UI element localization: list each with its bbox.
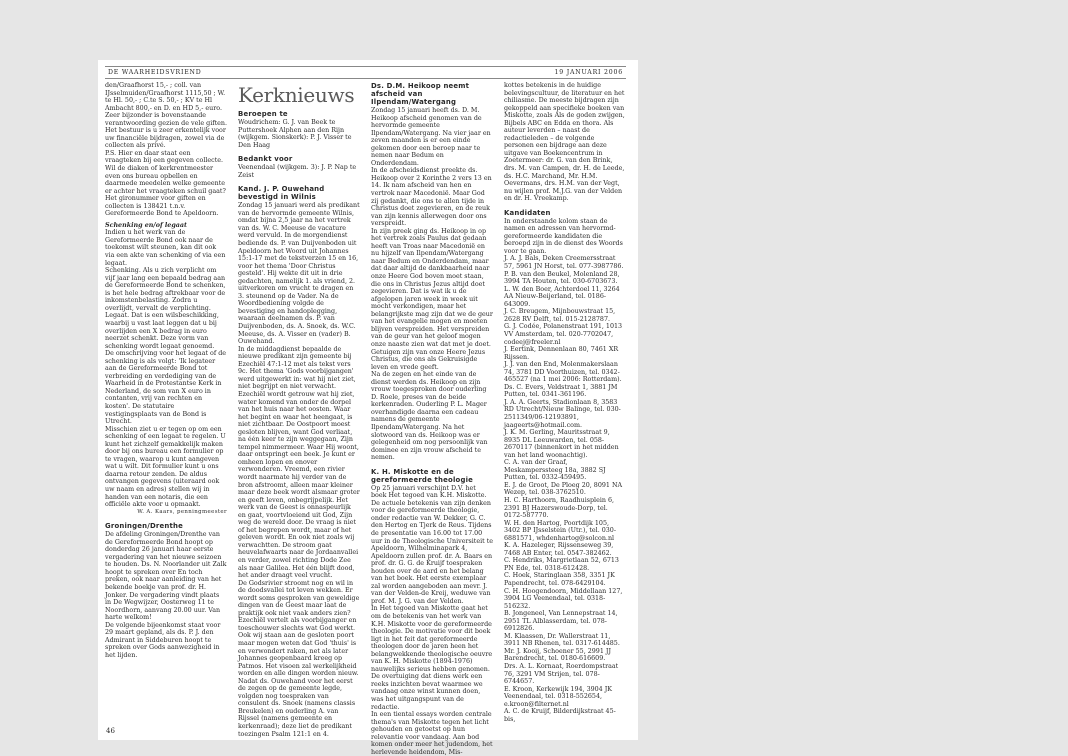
list-item: H. C. Harthoorn, Raadhuisplein 6, 2391 BJ Hazerswoude-Dorp, tel. 0172-587770. [504,496,615,520]
subheading-legaat: Schenking en/of legaat [105,221,187,229]
list-item: C. A. van der Graaf, Meskamperssteeg 18a, 3882 SJ Putten, tel. 0332-459495. [504,459,606,482]
list-item: J. K. M. Gerling, Mauritsstraat 9, 8935 DL Leeuwarden, tel. 058-2670117 (binnenkort in het midden van het land woonachtig). [504,429,619,459]
list-item: E. J. de Groot, De Ploeg 20, 8091 NA Wezep, tel. 038-3762510. [504,481,623,497]
heading-heikoop: Ds. D.M. Heikoop neemt afscheid van Ilpendam/Watergang [371,82,470,106]
running-header [105,66,626,79]
magazine-page [98,60,638,756]
page-number: 46 [106,727,115,735]
paragraph: In de afscheidsdienst preekte ds. Heikoop over 2 Korinthe 2 vers 13 en 14. Ik nam afscheid van hen en vertrok naar Macedonië. Maar God zij gedankt, die ons te allen tijde in Christus doet zegevieren, en de reuk van zijn kennis allerwegen door ons verspreidt. [371,167,492,228]
paragraph: P.S. Hier en daar staat een vraagteken bij een gegeven collecte. Wil de diaken of kerkrentmeester even ons bureau opbellen en daarmede meedelen welke gemeente er achter het vraagteken schuil gaat? [105,149,226,195]
paragraph: De afdeling Groningen/Drenthe van de Gereformeerde Bond hoopt op donderdag 26 januari haar eerste vergadering van het nieuwe seizoen te houden. Ds. N. Noorlander uit Zalk hoopt te spreken over En toch preken, ook naar aanleiding van het bekende boekje van prof. dr. H. Jonker. De vergadering vindt plaats in De Wegwijzer, Oosterweg 11 te Noordhorn, aanvang 20.00 uur. Van harte welkom! [105,531,227,622]
list-item: J. A. J. Bals, Deken Creemersstraat 57, 5961 JN Horst, tel. 077-3987786. [504,255,624,271]
paragraph: Op 25 januari verschijnt D.V. het boek Het tegoed van K.H. Miskotte. De actuele betekenis van zijn denken voor de gereformeerde theologie, onder redactie van W. Dekker, G. C. den Hertog en Tjerk de Reus. Tijdens de presentatie van 16.00 tot 17.00 uur in de Theologische Universiteit te Apeldoorn, Wilhelminapark 4, Apeldoorn zullen prof. dr. A. Baars en prof. dr. G. G. de Kruijf toespraken houden over de aard en het belang van het boek. Het eerste exemplaar zal worden aangeboden aan mevr. J. van der Velden-de Kreij, weduwe van prof. M. J. G. van der Velden. [371,484,493,605]
paragraph: De volgende bijeenkomst staat voor 29 maart gepland, als ds. P. J. den Admirant in Siddeburen hoopt te spreken over Gods aanwezigheid in het lijden. [105,621,221,659]
paragraph: den/Graafhorst 15,- ; coll. van IJsselmuiden/Graafhorst 1115,50 ; W. te Hl. 50,- ; C.te S. 50,- ; KV te Hl Ambacht 800,- en D. en HD 5,- euro. [105,82,226,112]
publication-name: DE WAARHEIDSVRIEND [108,69,202,76]
list-item: Drs. A. L. Kornaat, Roerdompstraat 76, 3291 VM Strijen, tel. 078-6744657. [504,663,619,686]
list-item: P. B. van den Beukel, Molenland 28, 3994 TA Houten, tel. 030-6703673. [504,270,620,286]
list-item: E. Kroon, Kerkewijk 194, 3904 JK Veenendaal, tel. 0318-552654, e.kroon@filternet.nl [504,685,613,708]
paragraph: In zijn preek ging ds. Heikoop in op het vertrek zoals Paulus dat gedaan heeft van Troas naar Macedonië en nu hijzelf van Ilpendam/Watergang naar Bedum en Onderdendam, maar dat daar altijd de dankbaarheid naar onze Heere God boven moet staan, die ons in Christus Jezus altijd doet zegevieren. Dat is wat ik u de afgelopen jaren week in week uit mocht verkondigen, maar het belangrijkste mag zijn dat we de geur van het evangelie mogen en moeten blijven verspreiden. Het verspreiden van de geur van het geloof mogen onze naaste zien wat dat met je doet. Getuigen zijn van onze Heere Jezus Christus, die ons als Gekruisigde leven en vrede geeft. [371,227,493,371]
paragraph: kottes betekenis in de huidige belevingscultuur, de literatuur en het chiliasme. De meeste bijdragen zijn gekoppeld aan specifieke boeken van Miskotte, zoals Als de goden zwijgen, Bijbels ABC en Edda en thora. Als auteur leverden – naast de redactieleden – de volgende personen een bijdrage aan deze uitgave van Boekencentrum in Zoetermeer: dr. G. van den Brink, drs. M. van Campen, dr. H. de Leede, ds. H.C. Marchand, Mr. H.M. Oevermans, drs. H.M. van der Vegt, nu wijlen prof. M.J.G. van der Velden en dr. H. Vreekamp. [504,82,625,203]
list-item: Ds. C. Evers, Veldstraat 1, 3881 JM Putten, tel. 0341-361196. [504,383,618,399]
list-item: J. J. van den End, Molenmakerslaan 74, 3781 DD Voorthuizen, tel. 0342-465527 (na 1 mei 2006: Rotterdam). [504,361,622,384]
heading-beroepen: Beroepen te [238,110,288,118]
paragraph: Veenendaal (wijkgem. 3): J. P. Nap te Zeist [238,164,357,179]
section-title-kerknieuws: Kerknieuws [238,83,355,107]
list-item: J. Eertink, Dennenlaan 80, 7461 XR Rijssen. [504,346,619,361]
heading-ouwehand: Kand. J. P. Ouwehand bevestigd in Wilnis [238,185,325,202]
paragraph: Legaat. Dat is een wilsbeschikking, waarbij u vast laat leggen dat u bij overlijden een X bedrag in euro neerzet schenkt. Deze vorm van schenking wordt legaat genoemd. [105,312,219,350]
paragraph: Indien u het werk van de Gereformeerde Bond ook naar de toekomst wilt steunen, kan dit ook via een akte van schenking of via een legaat. [105,229,226,267]
paragraph: Misschien ziet u er tegen op om een schenking of een legaat te regelen. U kunt het zichzelf gemakkelijk maken door bij ons bureau een formulier op te vragen, waarop u kunt aangeven wat u wilt. Dit formulier kunt u ons daarna retour zenden. De aldus ontvangen gegevens (uiteraard ook uw naam en adres) stellen wij in handen van een notaris, die een officiële akte voor u opmaakt. [105,425,226,509]
heading-groningen: Groningen/Drenthe [105,522,183,531]
paragraph: In Het tegoed van Miskotte gaat het om de betekenis van het werk van K.H. Miskotte voor de gereformeerde theologie. De motivatie voor dit boek ligt in het feit dat gereformeerde theologen door de jaren heen het belangwekkende theologische oeuvre van K. H. Miskotte (1894-1976) nauwelijks serieus hebben genomen. De overtuiging dat diens werk een reeks inzichten bevat waarmee we vandaag onze winst kunnen doen, was het uitgangspunt van de redactie. [371,605,493,711]
list-item: L. W. den Boer, Achterdoel 11, 3264 AA Nieuw-Beijerland, tel. 0186-643009. [504,285,620,308]
paragraph: Zondag 15 januari werd als predikant van de hervormde gemeente Wilnis, omdat bijna 2,5 jaar na het vertrek van ds. W. C. Meeuse de vacature werd vervuld. In de morgendienst bediende ds. P. van Duijvenboden uit Apeldoorn het Woord uit Johannes 15:1-17 met de tekstverzen 15 en 16, voor het thema 'Door Christus gesteld'. Hij wekte dit uit in drie gedachten, namelijk 1. als vriend, 2. uitverkoren om vrucht te dragen en 3. steunend op de Vader. Na de Woordbediening volgde de bevestiging en handoplegging, waaraan deelnamen ds. P. van Duijvenboden, ds. A. Snoek, ds. W.C. Meeuse, ds. A. Visser en (vader) B. Ouwehand. [238,202,360,346]
paragraph: Woudrichem: G. J. van Beek te Puttershoek Alphen aan den Rijn (wijkgem. Sionskerk): P. J. Visser te Den Haag [238,119,352,149]
column-1 [105,82,227,722]
list-item: C. Hendriks, Margrietlaan 52, 6713 PN Ede, tel. 0318-612428. [504,557,619,572]
heading-bedankt: Bedankt voor [238,155,293,164]
list-item: Mr. J. Kooij, Schoener 55, 2991 JJ Barendrecht, tel. 0180-616609. [504,647,611,663]
list-item: B. Jongeneel, Van Lennepstraat 14, 2951 TL Alblasserdam, tel. 078-6912826. [504,610,618,633]
list-item: A. C. de Kruijf, Bilderdijkstraat 45-bis, [504,708,616,723]
list-item: C. H. Hoogendoorn, Middellaan 127, 3904 LG Veenendaal, tel. 0318-516232. [504,587,623,610]
paragraph: Zondag 15 januari heeft ds. D. M. Heikoop afscheid genomen van de hervormde gemeente Ilpendam/Watergang. Na vier jaar en zeven maanden is er een einde gekomen door een beroep naar te nemen naar Bedum en Onderdendam. [371,107,491,167]
paragraph: De omschrijving voor het legaat of de schenking is als volgt: 'Ik legateer aan de Gereformeerde Bond tot verbreiding en verdediging van de Waarheid in de Protestantse Kerk in Nederland, de som van X euro in contanten, vrij van rechten en kosten'. De statutaire vestigingsplaats van de Bond is Utrecht. [105,350,227,426]
paragraph: Na de zegen en het einde van de dienst werden ds. Heikoop en zijn vrouw toegesproken door ouderling D. Roele, preses van de beide kerkenraden. Ouderling P. L. Mager overhandigde daarna een cadeau namens de gemeente Ilpendam/Watergang. Na het slotwoord van ds. Heikoop was er gelegenheid om nog persoonlijk van dominee en zijn vrouw afscheid te nemen. [371,371,488,462]
list-item: M. Klaassen, Dr. Wallerstraat 11, 3911 NB Rhenen, tel. 0317-614485. [504,632,620,648]
list-item: C. Hoek, Staringlaan 358, 3351 JK Papendrecht, tel. 078-6429104. [504,572,615,587]
paragraph: Zeer bijzonder is bovenstaande verantwoording gezien de vele giften. Het bestuur is u zeer erkentelijk voor uw financiële bijdragen, zowel via de collecten als privé. [105,112,227,150]
column-4 [504,82,626,732]
paragraph: In onderstaande kolom staan de namen en adressen van hervormd-gereformeerde kandidaten die beroepd zijn in de dienst des Woords voor te gaan. [504,217,623,255]
paragraph: In een tiental essays worden centrale thema's van Miskotte tegen het licht gehouden en getoetst op hun relevantie voor vandaag. Aan bod komen onder meer het judendom, het herlevende heidendom, Mis- [371,711,493,756]
issue-date: 19 JANUARI 2006 [554,69,623,76]
heading-miskotte: K. H. Miskotte en de gereformeerde theologie [371,467,474,484]
column-3 [371,82,493,756]
paragraph: Schenking. Als u zich verplicht om vijf jaar lang een bepaald bedrag aan de Gereformeerde Bond te schenken, is het hele bedrag aftrekbaar voor de inkomstenbelasting. Zodra u overlijdt, vervalt de verplichting. [105,267,226,312]
list-item: K. A. Hazeleger, Rijssenseweg 39, 7468 AB Enter, tel. 0547-382462. [504,542,614,557]
list-item: G. J. Codée, Polanenstraat 191, 1013 VV Amsterdam, tel. 020-7702047, codeej@freeler.nl [504,323,623,346]
paragraph: De Godsrivier stroomt nog en wil in de doodsvallei tot leven wekken. Er wordt soms gesproken van geweldige dingen van de Geest maar laat de praktijk ook niet vaak anders zien? Ezechiël vertelt als voorbijganger en toeschouwer slechts wat God werkt. Ook wij staan aan de gesloten poort maar mogen weten dat God 'thuis' is en verwondert raken, net als later Johannes geopenbaard kreeg op Patmos. Het visoen zal werkelijkheid worden en alle dingen worden nieuw. Nadat ds. Ouwehand voor het eerst de zegen op de gemeente legde, volgden nog toespraken van consulent ds. Snoek (namens classis Breukelen) en ouderling A. van Rijssel (namens gemeente en kerkenraad); deze liet de predikant toezingen Psalm 121:1 en 4. [238,579,360,738]
list-item: J. C. Breugem, Mijnbouwstraat 15, 2628 RV Delft, tel. 015-2128787. [504,308,616,323]
signature: W. A. Kaars, penningmeester [137,508,227,515]
list-item: J. A. A. Geerts, Stadionlaan 8, 3583 RD Utrecht/Nieuw Balinge, tel. 030-2511349/06-12193891, jaageerts@hotmail.com. [504,398,621,429]
column-2 [238,82,360,738]
paragraph: Het gironummer voor giften en collecten is 138421 t.n.v. Gereformeerde Bond te Apeldoorn. [105,195,219,218]
paragraph: In de middagdienst bepaalde de nieuwe predikant zijn gemeente bij Ezechiël 47:1-12 met als tekst vers 9c. Het thema 'Gods voorbijgangen' werd uitgewerkt in: wat hij niet ziet, niet begrijpt en niet verwacht. Ezechiël wordt getrouw wat hij ziet, water komend van onder de dorpel van het huis naar het oosten. Waar het begint en waar het heengaat, is niet zichtbaar. De Oostpoort moest gesloten blijven, want God verliaat, na één keer te zijn weggegaan, Zijn tempel nimmermeer. Waar Hij woont, daar ontspringt een beek. Je kunt er omheen lopen en enover verwonderen. Vreemd, een rivier wordt naarmate hij verder van de bron afstroomt, alleen maar kleiner maar deze beek wordt alsmaar groter en geeft leven, onbegrijpelijk. Het werk van de Geest is onnaspeurlijk en gaat, voortvloeiend uit God, Zijn weg de wereld door. De vraag is niet of het begrepen wordt, maar of het geleven wordt. En ook niet zoals wij verwachtten. De stroom gaat heuvelafwaarts naar de Jordaanvallei en verder, zowel richting Dode Zee als naar Galilea. Het één blijft dood, het ander draagt veel vrucht. [238,345,360,580]
heading-kandidaten: Kandidaten [504,208,551,217]
list-item: W. H. den Hartog, Poortdijk 105, 3402 BP IJsselstein (Utr.), tel. 030-6881571, whdenhartog@solcon.nl [504,519,616,542]
